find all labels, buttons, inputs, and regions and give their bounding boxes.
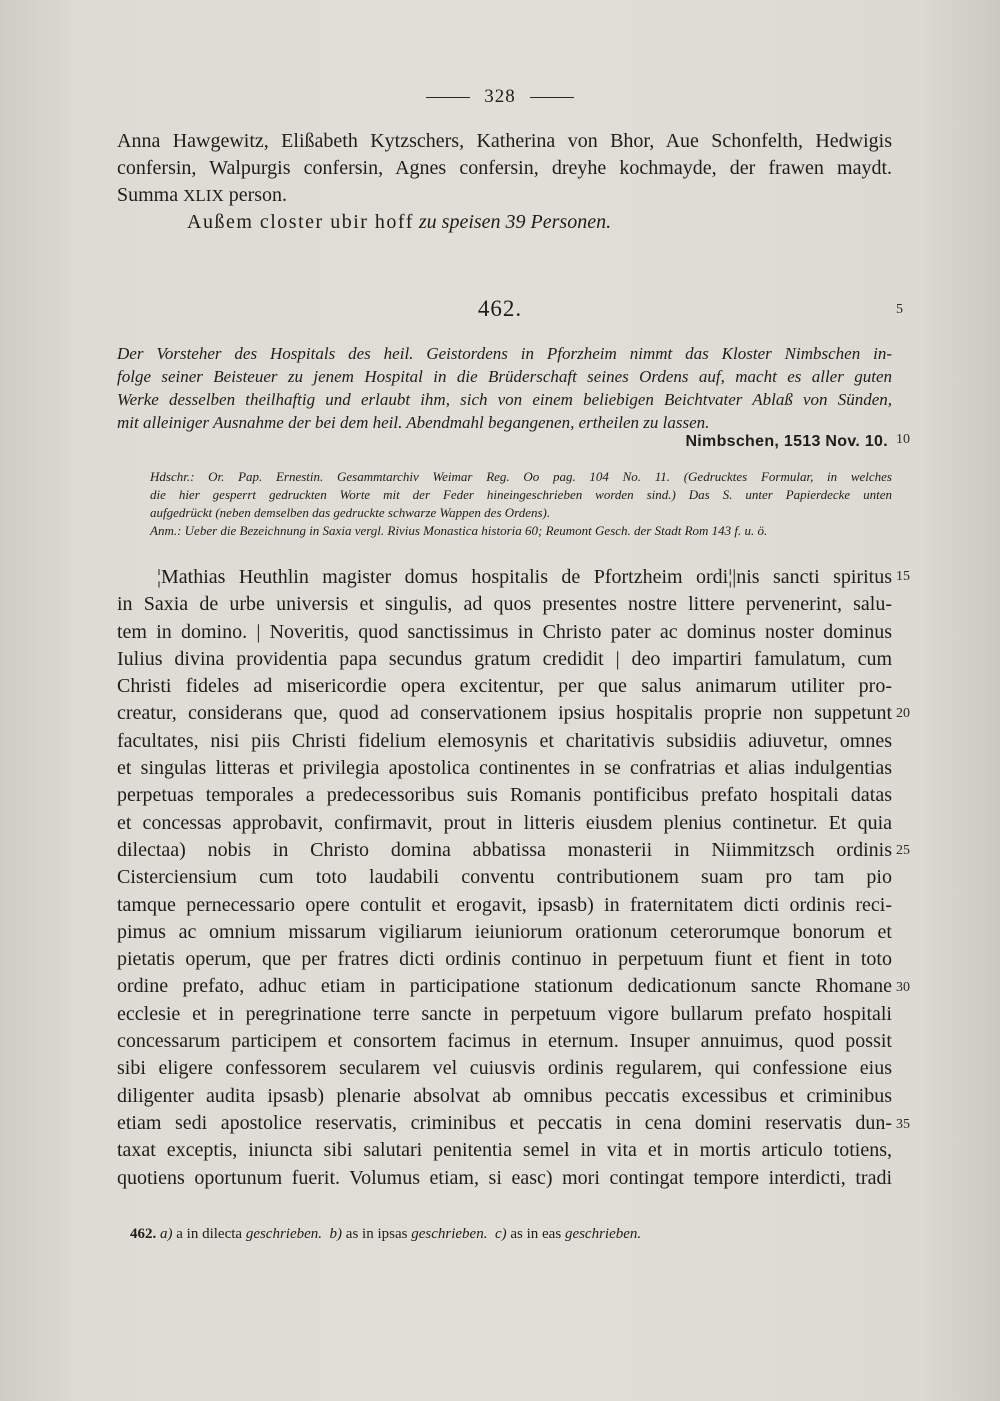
source-notes <box>150 468 892 540</box>
main-line: dilectaa) nobis in Christo domina abbatissa monasterii in Niimmitzsch ordinis <box>117 838 892 861</box>
header-rule-left <box>426 97 470 98</box>
margin-line-number: 35 <box>896 1117 910 1132</box>
header-rule-right <box>530 97 574 98</box>
main-line: creatur, considerans que, quod ad conservationem ipsius hospitalis proprie non suppetunt <box>117 702 892 725</box>
page-header <box>0 86 1000 108</box>
main-text <box>117 564 892 1192</box>
main-line: diligenter audita ipsasb) plenarie absolvat ab omnibus peccatis excessibus et criminibus <box>117 1084 892 1107</box>
document-summary <box>117 342 892 434</box>
summa-numeral: XLIX <box>183 186 224 205</box>
main-line: ordine prefato, adhuc etiam in participatione stationum dedicationum sancte Rhomane <box>117 975 892 998</box>
note-line: Anm.: Ueber die Bezeichnung in Saxia vergl. Rivius Monastica historia 60; Reumont Gesch. der Stadt Rom 143 f. u. ö. <box>150 523 768 538</box>
main-line: quotiens oportunum fuerit. Volumus etiam, si easc) mori contingat tempore interdicti, tradi <box>117 1166 892 1189</box>
summary-line: folge seiner Beisteuer zu jenem Hospital in die Brüderschaft seines Ordens auf, macht es aller guten <box>117 367 892 386</box>
note-line: Hdschr.: Or. Pap. Ernestin. Gesammtarchiv Weimar Reg. Oo pag. 104 No. 11. (Gedrucktes Formular, in welches <box>150 469 892 484</box>
main-line: tem in domino. | Noveritis, quod sanctissimus in Christo pater ac dominus noster dominus <box>117 620 892 643</box>
main-line: Christi fideles ad misericordie opera excitentur, per que salus animarum utiliter pro- <box>117 675 892 698</box>
main-line: pietatis operum, que per fratres dicti ordinis continuo in perpetuum fiunt et fient in toto <box>117 948 892 971</box>
summary-line: mit alleiniger Ausnahme der bei dem heil. Abendmahl begangenen, ertheilen zu lassen. <box>117 413 710 432</box>
aussem-line: Außem closter ubir hoff zu speisen 39 Personen. <box>187 211 612 233</box>
place-date: Nimbschen, 1513 Nov. 10. <box>685 433 888 450</box>
summary-line: Werke desselben theilhaftig und erlaubt ihm, sich von einem beliebigen Beichtvater Ablaß von Sünden, <box>117 390 892 409</box>
margin-line-number: 15 <box>896 569 910 584</box>
note-line: aufgedrückt (neben demselben das gedruckte schwarze Wappen des Ordens). <box>150 505 551 520</box>
text-line: Anna Hawgewitz, Elißabeth Kytzschers, Katherina von Bhor, Aue Schonfelth, Hedwigis <box>117 130 892 152</box>
main-line: taxat exceptis, iniuncta sibi salutari penitentia semel in vita et in mortis articulo totiens, <box>117 1139 892 1162</box>
main-line: perpetuas temporales a predecessoribus suis Romanis pontificibus prefato hospitali datas <box>117 784 892 807</box>
margin-line-number: 10 <box>896 432 910 447</box>
margin-line-number: 25 <box>896 843 910 858</box>
summary-line: Der Vorsteher des Hospitals des heil. Geistordens in Pforzheim nimmt das Kloster Nimbschen in- <box>117 344 892 363</box>
main-line: Iulius divina providentia papa secundus gratum credidit | deo impartiri famulatum, cum <box>117 647 892 670</box>
note-line: die hier gesperrt gedruckten Worte mit der Feder hineingeschrieben worden sind.) Das S. unter Papierdecke unten <box>150 487 892 502</box>
document-number: 462. <box>477 296 523 321</box>
text-line: confersin, Walpurgis confersin, Agnes confersin, dreyhe kochmayde, der frawen maydt. <box>117 157 892 179</box>
main-line: facultates, nisi piis Christi fidelium elemosynis et charitativis subsidiis adiuvetur, omnes <box>117 729 892 752</box>
main-line: concessarum participem et consortem facimus in eternum. Insuper annuimus, quod possit <box>117 1030 892 1053</box>
main-line: et concessas approbavit, confirmavit, prout in litteris eiusdem plenius continetur. Et quia <box>117 811 892 834</box>
main-line: in Saxia de urbe universis et singulis, ad quos presentes nostre littere pervenerint, salu- <box>117 593 892 616</box>
footnotes: 462. a) a in dilecta geschrieben. b) as in ipsas geschrieben. c) as in eas geschrieben. <box>130 1226 642 1242</box>
main-line: pimus ac omnium missarum vigiliarum ieiuniorum orationum ceterorumque bonorum et <box>117 920 892 943</box>
main-line: etiam sedi apostolice reservatis, criminibus et peccatis in cena domini reservatis dun- <box>117 1111 892 1134</box>
summa-line: Summa XLIX person. <box>117 184 288 206</box>
top-text <box>117 128 892 236</box>
page-number: 328 <box>484 86 516 107</box>
margin-line-number: 5 <box>896 302 903 317</box>
footnote-number: 462. <box>130 1226 157 1242</box>
main-line: Cisterciensium cum toto laudabili conventu contributionem suam pro tam pio <box>117 866 892 889</box>
main-line: tamque pernecessario opere contulit et erogavit, ipsasb) in fraternitatem dicti ordinis reci- <box>117 893 892 916</box>
main-line: sibi eligere confessorem secularem vel cuiusvis ordinis regularem, qui confessione eius <box>117 1057 892 1080</box>
margin-line-number: 30 <box>896 980 910 995</box>
main-line: et singulas litteras et privilegia apostolica continentes in se confratrias et alias indulgentias <box>117 757 892 780</box>
main-line: ecclesie et in peregrinatione terre sancte in perpetuum vigore bullarum prefato hospitali <box>117 1002 892 1025</box>
main-line: ¦Mathias Heuthlin magister domus hospitalis de Pfortzheim ordi¦|nis sancti spiritus <box>157 566 892 588</box>
margin-line-number: 20 <box>896 706 910 721</box>
